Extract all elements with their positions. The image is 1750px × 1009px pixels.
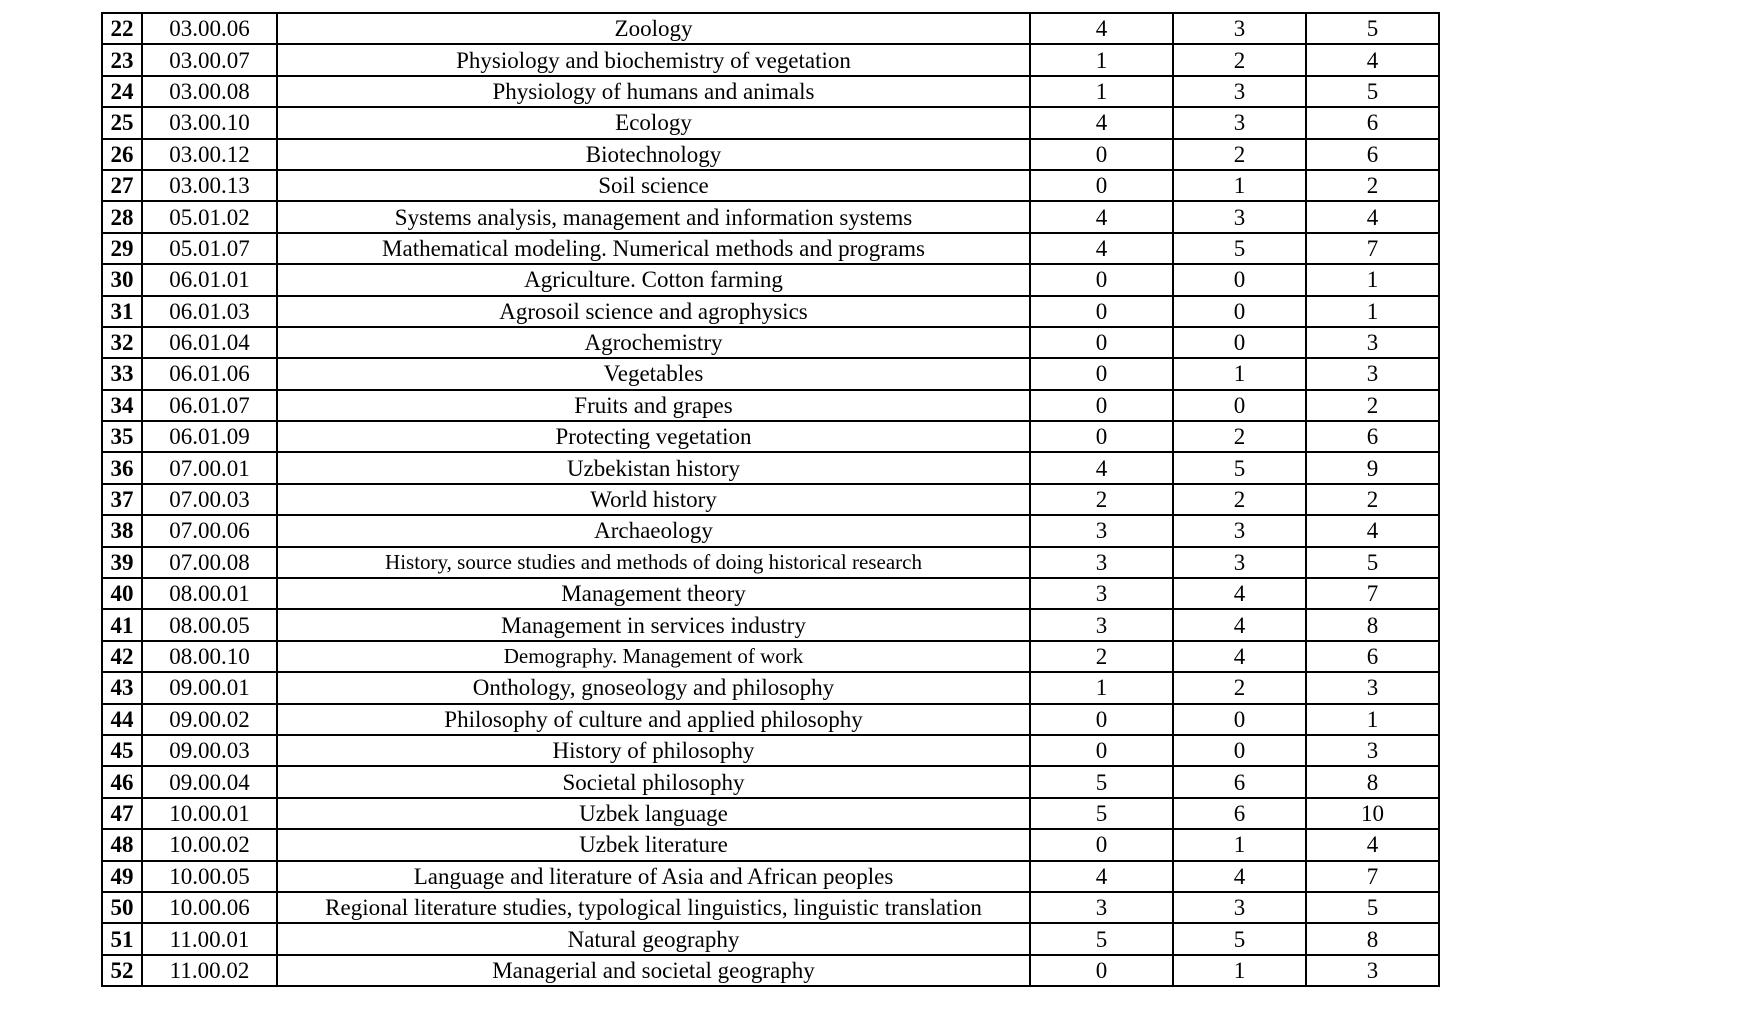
- value-c-cell: 5: [1306, 13, 1439, 44]
- value-b-cell: 3: [1173, 892, 1306, 923]
- value-c-cell: 6: [1306, 107, 1439, 138]
- value-a-cell: 0: [1030, 421, 1173, 452]
- value-c-cell: 2: [1306, 484, 1439, 515]
- value-a-cell: 0: [1030, 735, 1173, 766]
- row-number-cell: 40: [102, 578, 142, 609]
- value-c-cell: 4: [1306, 44, 1439, 75]
- value-c-cell: 6: [1306, 421, 1439, 452]
- specialty-name-cell: Language and literature of Asia and African peoples: [277, 861, 1030, 892]
- table-row: [102, 892, 1439, 923]
- value-c-cell: 5: [1306, 892, 1439, 923]
- specialties-table: [101, 12, 1440, 987]
- specialty-name-cell: Regional literature studies, typological linguistics, linguistic translation: [277, 892, 1030, 923]
- value-c-cell: 1: [1306, 704, 1439, 735]
- specialty-code-cell: 08.00.05: [142, 609, 277, 640]
- value-a-cell: 4: [1030, 107, 1173, 138]
- value-c-cell: 7: [1306, 861, 1439, 892]
- value-c-cell: 8: [1306, 609, 1439, 640]
- table-row: [102, 107, 1439, 138]
- row-number-cell: 27: [102, 170, 142, 201]
- row-number-cell: 36: [102, 452, 142, 483]
- row-number-cell: 50: [102, 892, 142, 923]
- specialty-code-cell: 03.00.07: [142, 44, 277, 75]
- value-a-cell: 4: [1030, 13, 1173, 44]
- table-row: [102, 672, 1439, 703]
- specialty-code-cell: 09.00.02: [142, 704, 277, 735]
- value-a-cell: 0: [1030, 390, 1173, 421]
- specialty-code-cell: 11.00.02: [142, 955, 277, 986]
- value-c-cell: 9: [1306, 452, 1439, 483]
- value-b-cell: 6: [1173, 766, 1306, 797]
- row-number-cell: 23: [102, 44, 142, 75]
- value-c-cell: 5: [1306, 547, 1439, 578]
- specialty-name-cell: Uzbekistan history: [277, 452, 1030, 483]
- table-row: [102, 44, 1439, 75]
- value-b-cell: 1: [1173, 358, 1306, 389]
- value-c-cell: 7: [1306, 578, 1439, 609]
- specialty-name-cell: Physiology and biochemistry of vegetation: [277, 44, 1030, 75]
- specialty-name-cell: Biotechnology: [277, 139, 1030, 170]
- row-number-cell: 43: [102, 672, 142, 703]
- specialty-name-cell: Systems analysis, management and information systems: [277, 201, 1030, 232]
- specialty-name-cell: Zoology: [277, 13, 1030, 44]
- table-row: [102, 547, 1439, 578]
- value-a-cell: 4: [1030, 452, 1173, 483]
- value-b-cell: 4: [1173, 578, 1306, 609]
- value-b-cell: 5: [1173, 233, 1306, 264]
- value-b-cell: 3: [1173, 107, 1306, 138]
- value-c-cell: 10: [1306, 798, 1439, 829]
- value-c-cell: 4: [1306, 201, 1439, 232]
- row-number-cell: 26: [102, 139, 142, 170]
- specialty-code-cell: 05.01.07: [142, 233, 277, 264]
- row-number-cell: 46: [102, 766, 142, 797]
- specialty-name-cell: Agrochemistry: [277, 327, 1030, 358]
- specialty-name-cell: Agrosoil science and agrophysics: [277, 296, 1030, 327]
- value-a-cell: 1: [1030, 44, 1173, 75]
- table-row: [102, 139, 1439, 170]
- table-row: [102, 484, 1439, 515]
- row-number-cell: 29: [102, 233, 142, 264]
- specialty-code-cell: 09.00.01: [142, 672, 277, 703]
- value-b-cell: 1: [1173, 955, 1306, 986]
- specialty-code-cell: 06.01.03: [142, 296, 277, 327]
- value-b-cell: 4: [1173, 609, 1306, 640]
- specialty-code-cell: 06.01.09: [142, 421, 277, 452]
- value-c-cell: 3: [1306, 735, 1439, 766]
- value-b-cell: 3: [1173, 515, 1306, 546]
- specialty-name-cell: Archaeology: [277, 515, 1030, 546]
- value-c-cell: 3: [1306, 672, 1439, 703]
- table-row: [102, 641, 1439, 672]
- value-b-cell: 0: [1173, 327, 1306, 358]
- row-number-cell: 49: [102, 861, 142, 892]
- specialty-code-cell: 10.00.05: [142, 861, 277, 892]
- value-a-cell: 0: [1030, 139, 1173, 170]
- specialty-name-cell: Natural geography: [277, 923, 1030, 954]
- value-a-cell: 4: [1030, 233, 1173, 264]
- table-row: [102, 296, 1439, 327]
- table-row: [102, 233, 1439, 264]
- value-c-cell: 8: [1306, 923, 1439, 954]
- table-row: [102, 735, 1439, 766]
- specialty-name-cell: Ecology: [277, 107, 1030, 138]
- specialty-code-cell: 08.00.10: [142, 641, 277, 672]
- specialty-name-cell: Protecting vegetation: [277, 421, 1030, 452]
- specialty-name-cell: Philosophy of culture and applied philosophy: [277, 704, 1030, 735]
- value-b-cell: 1: [1173, 170, 1306, 201]
- value-c-cell: 4: [1306, 829, 1439, 860]
- specialty-code-cell: 10.00.02: [142, 829, 277, 860]
- value-a-cell: 5: [1030, 798, 1173, 829]
- specialty-name-cell: Physiology of humans and animals: [277, 76, 1030, 107]
- value-c-cell: 2: [1306, 170, 1439, 201]
- row-number-cell: 35: [102, 421, 142, 452]
- table-row: [102, 829, 1439, 860]
- value-a-cell: 3: [1030, 547, 1173, 578]
- value-b-cell: 5: [1173, 452, 1306, 483]
- specialty-code-cell: 09.00.03: [142, 735, 277, 766]
- specialty-code-cell: 03.00.08: [142, 76, 277, 107]
- value-b-cell: 0: [1173, 390, 1306, 421]
- value-c-cell: 8: [1306, 766, 1439, 797]
- row-number-cell: 51: [102, 923, 142, 954]
- table-row: [102, 76, 1439, 107]
- value-c-cell: 1: [1306, 296, 1439, 327]
- value-c-cell: 3: [1306, 358, 1439, 389]
- specialty-code-cell: 03.00.13: [142, 170, 277, 201]
- value-c-cell: 6: [1306, 641, 1439, 672]
- table-row: [102, 452, 1439, 483]
- value-b-cell: 6: [1173, 798, 1306, 829]
- row-number-cell: 39: [102, 547, 142, 578]
- value-a-cell: 4: [1030, 861, 1173, 892]
- specialty-code-cell: 05.01.02: [142, 201, 277, 232]
- value-b-cell: 5: [1173, 923, 1306, 954]
- table-row: [102, 923, 1439, 954]
- value-b-cell: 2: [1173, 44, 1306, 75]
- value-a-cell: 4: [1030, 201, 1173, 232]
- table-row: [102, 798, 1439, 829]
- value-b-cell: 3: [1173, 13, 1306, 44]
- value-a-cell: 0: [1030, 296, 1173, 327]
- value-c-cell: 7: [1306, 233, 1439, 264]
- row-number-cell: 24: [102, 76, 142, 107]
- table-row: [102, 766, 1439, 797]
- specialty-code-cell: 06.01.07: [142, 390, 277, 421]
- specialty-name-cell: Societal philosophy: [277, 766, 1030, 797]
- value-b-cell: 4: [1173, 861, 1306, 892]
- specialty-name-cell: Mathematical modeling. Numerical methods and programs: [277, 233, 1030, 264]
- value-c-cell: 4: [1306, 515, 1439, 546]
- specialty-code-cell: 07.00.01: [142, 452, 277, 483]
- row-number-cell: 33: [102, 358, 142, 389]
- specialty-code-cell: 11.00.01: [142, 923, 277, 954]
- specialty-name-cell: Agriculture. Cotton farming: [277, 264, 1030, 295]
- value-a-cell: 0: [1030, 358, 1173, 389]
- value-b-cell: 2: [1173, 484, 1306, 515]
- table-row: [102, 421, 1439, 452]
- specialty-code-cell: 03.00.10: [142, 107, 277, 138]
- table-row: [102, 704, 1439, 735]
- row-number-cell: 41: [102, 609, 142, 640]
- table-row: [102, 390, 1439, 421]
- row-number-cell: 45: [102, 735, 142, 766]
- value-a-cell: 3: [1030, 578, 1173, 609]
- value-b-cell: 3: [1173, 76, 1306, 107]
- value-b-cell: 2: [1173, 421, 1306, 452]
- row-number-cell: 28: [102, 201, 142, 232]
- specialty-code-cell: 06.01.01: [142, 264, 277, 295]
- row-number-cell: 32: [102, 327, 142, 358]
- row-number-cell: 52: [102, 955, 142, 986]
- value-b-cell: 2: [1173, 672, 1306, 703]
- row-number-cell: 25: [102, 107, 142, 138]
- value-a-cell: 0: [1030, 704, 1173, 735]
- specialty-name-cell: Vegetables: [277, 358, 1030, 389]
- value-a-cell: 3: [1030, 892, 1173, 923]
- specialty-code-cell: 10.00.01: [142, 798, 277, 829]
- row-number-cell: 30: [102, 264, 142, 295]
- table-row: [102, 609, 1439, 640]
- specialty-name-cell: Uzbek language: [277, 798, 1030, 829]
- table-body: [102, 13, 1439, 986]
- value-a-cell: 0: [1030, 327, 1173, 358]
- table-row: [102, 861, 1439, 892]
- specialty-code-cell: 03.00.06: [142, 13, 277, 44]
- specialty-name-cell: Uzbek literature: [277, 829, 1030, 860]
- specialty-name-cell: Soil science: [277, 170, 1030, 201]
- value-b-cell: 4: [1173, 641, 1306, 672]
- value-c-cell: 5: [1306, 76, 1439, 107]
- value-a-cell: 1: [1030, 672, 1173, 703]
- specialty-code-cell: 06.01.06: [142, 358, 277, 389]
- specialty-name-cell: Management theory: [277, 578, 1030, 609]
- row-number-cell: 31: [102, 296, 142, 327]
- value-b-cell: 0: [1173, 735, 1306, 766]
- value-a-cell: 1: [1030, 76, 1173, 107]
- specialty-name-cell: History of philosophy: [277, 735, 1030, 766]
- value-c-cell: 1: [1306, 264, 1439, 295]
- value-c-cell: 2: [1306, 390, 1439, 421]
- specialty-name-cell: Demography. Management of work: [277, 641, 1030, 672]
- specialty-name-cell: World history: [277, 484, 1030, 515]
- specialty-name-cell: History, source studies and methods of doing historical research: [277, 547, 1030, 578]
- value-a-cell: 0: [1030, 264, 1173, 295]
- value-c-cell: 3: [1306, 955, 1439, 986]
- value-c-cell: 3: [1306, 327, 1439, 358]
- value-b-cell: 2: [1173, 139, 1306, 170]
- row-number-cell: 44: [102, 704, 142, 735]
- row-number-cell: 37: [102, 484, 142, 515]
- specialty-code-cell: 10.00.06: [142, 892, 277, 923]
- value-b-cell: 1: [1173, 829, 1306, 860]
- value-a-cell: 0: [1030, 170, 1173, 201]
- row-number-cell: 47: [102, 798, 142, 829]
- specialty-code-cell: 07.00.03: [142, 484, 277, 515]
- table-row: [102, 327, 1439, 358]
- value-a-cell: 5: [1030, 923, 1173, 954]
- table-row: [102, 515, 1439, 546]
- value-c-cell: 6: [1306, 139, 1439, 170]
- table-row: [102, 578, 1439, 609]
- table-row: [102, 264, 1439, 295]
- value-b-cell: 0: [1173, 264, 1306, 295]
- value-a-cell: 2: [1030, 484, 1173, 515]
- row-number-cell: 38: [102, 515, 142, 546]
- value-a-cell: 3: [1030, 609, 1173, 640]
- specialty-code-cell: 07.00.06: [142, 515, 277, 546]
- table-row: [102, 13, 1439, 44]
- specialty-code-cell: 09.00.04: [142, 766, 277, 797]
- row-number-cell: 48: [102, 829, 142, 860]
- value-a-cell: 0: [1030, 955, 1173, 986]
- value-a-cell: 3: [1030, 515, 1173, 546]
- specialty-name-cell: Management in services industry: [277, 609, 1030, 640]
- row-number-cell: 22: [102, 13, 142, 44]
- value-a-cell: 0: [1030, 829, 1173, 860]
- specialty-name-cell: Onthology, gnoseology and philosophy: [277, 672, 1030, 703]
- specialty-code-cell: 06.01.04: [142, 327, 277, 358]
- value-a-cell: 2: [1030, 641, 1173, 672]
- table-row: [102, 955, 1439, 986]
- specialty-code-cell: 07.00.08: [142, 547, 277, 578]
- specialty-name-cell: Fruits and grapes: [277, 390, 1030, 421]
- table-row: [102, 358, 1439, 389]
- value-b-cell: 0: [1173, 296, 1306, 327]
- specialty-name-cell: Managerial and societal geography: [277, 955, 1030, 986]
- table-row: [102, 170, 1439, 201]
- value-b-cell: 0: [1173, 704, 1306, 735]
- value-b-cell: 3: [1173, 201, 1306, 232]
- row-number-cell: 42: [102, 641, 142, 672]
- specialty-code-cell: 03.00.12: [142, 139, 277, 170]
- value-a-cell: 5: [1030, 766, 1173, 797]
- value-b-cell: 3: [1173, 547, 1306, 578]
- table-row: [102, 201, 1439, 232]
- specialty-code-cell: 08.00.01: [142, 578, 277, 609]
- row-number-cell: 34: [102, 390, 142, 421]
